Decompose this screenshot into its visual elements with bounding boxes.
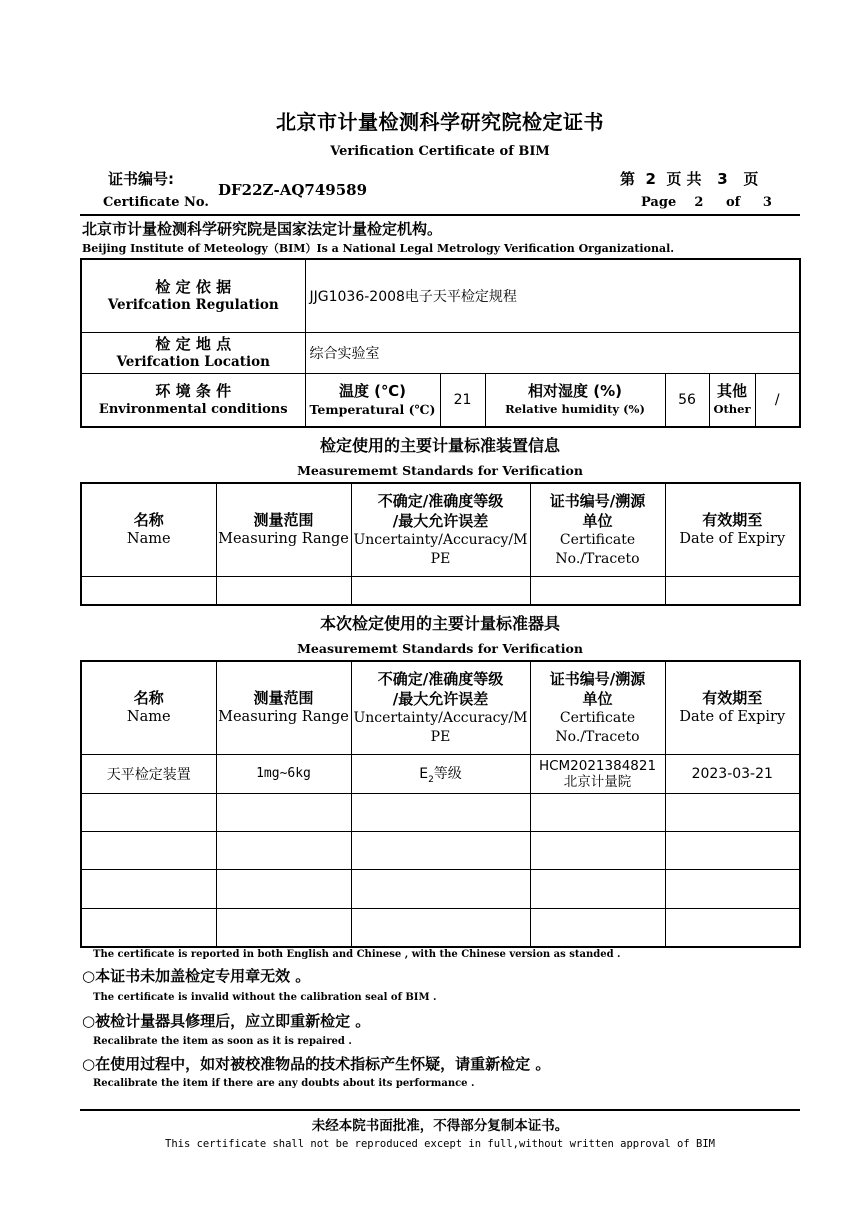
- col-uncertainty: [351, 661, 530, 754]
- regulation-label-en: Verifcation Regulation: [107, 297, 279, 314]
- standard-accuracy-subscript: 2: [428, 774, 434, 785]
- header-rule: [80, 214, 800, 216]
- footer-notice-cn: 未经本院书面批准，不得部分复制本证书。: [311, 1118, 569, 1134]
- standard-accuracy: [351, 754, 530, 793]
- cert-no-label-cn: 证书编号:: [108, 170, 174, 188]
- col-certificate-en2: No./Traceto: [555, 550, 640, 567]
- location-value: 综合实验室: [305, 332, 800, 373]
- page-indicator-en: Page 2 of 3: [641, 195, 772, 210]
- table-row: [81, 576, 800, 605]
- col-range: [216, 661, 351, 754]
- environment-label-en: Environmental conditions: [98, 402, 288, 418]
- location-label: [81, 332, 305, 373]
- col-name: [81, 483, 216, 576]
- other-label: [709, 373, 755, 427]
- col-uncertainty-cn1: 不确定/准确度等级: [377, 669, 504, 688]
- footer-notice-en: This certificate shall not be reproduced except in full,without written approval of BIM: [165, 1138, 715, 1150]
- col-uncertainty-en1: Uncertainty/Accuracy/M: [353, 531, 528, 548]
- environment-label: [81, 373, 305, 427]
- page-subtitle: Verification Certificate of BIM: [330, 144, 550, 159]
- col-certificate-cn1: 证书编号/溯源: [549, 491, 646, 510]
- col-name-cn: 名称: [133, 511, 164, 530]
- note-repair-cn: ○被检计量器具修理后，应立即重新检定 。: [82, 1012, 371, 1030]
- regulation-value: JJG1036-2008电子天平检定规程: [305, 259, 800, 332]
- note-seal-cn: ○本证书未加盖检定专用章无效 。: [82, 967, 311, 985]
- cert-no-label-en: Certificate No.: [103, 195, 209, 210]
- table-row: [81, 908, 800, 947]
- note-doubt-cn: ○在使用过程中，如对被校准物品的技术指标产生怀疑，请重新检定 。: [82, 1055, 551, 1073]
- table-row: [81, 793, 800, 831]
- col-uncertainty-en2: PE: [430, 550, 451, 567]
- col-certificate-cn1: 证书编号/溯源: [549, 669, 646, 688]
- col-expiry: [665, 661, 800, 754]
- standard-expiry: 2023-03-21: [665, 754, 800, 793]
- col-certificate-en2: No./Traceto: [555, 728, 640, 745]
- col-certificate-cn2: 单位: [582, 689, 613, 708]
- col-certificate: [530, 661, 665, 754]
- regulation-label: [81, 259, 305, 332]
- other-label-cn: 其他: [716, 382, 747, 401]
- environment-row: [81, 373, 800, 427]
- col-uncertainty-en2: PE: [430, 728, 451, 745]
- col-uncertainty-cn1: 不确定/准确度等级: [377, 491, 504, 510]
- note-seal-en: The certificate is invalid without the calibration seal of BIM .: [93, 992, 437, 1003]
- standard-instrument-table: [80, 660, 801, 948]
- page-title: 北京市计量检测科学研究院检定证书: [276, 110, 604, 134]
- col-range: [216, 483, 351, 576]
- col-name-en: Name: [126, 709, 171, 726]
- note-language: The certificate is reported in both English and Chinese , with the Chinese version as standed .: [93, 949, 621, 960]
- other-label-en: Other: [713, 402, 751, 417]
- col-certificate-en1: Certificate: [559, 531, 636, 548]
- col-certificate-en1: Certificate: [559, 709, 636, 726]
- table-row: [81, 754, 800, 793]
- col-range-en: Measuring Range: [218, 709, 349, 726]
- col-certificate: [530, 483, 665, 576]
- standard-device-table: [80, 482, 801, 606]
- table-row: [81, 831, 800, 869]
- col-name-cn: 名称: [133, 689, 164, 708]
- col-uncertainty: [351, 483, 530, 576]
- footer-rule: [80, 1109, 800, 1111]
- col-expiry-cn: 有效期至: [702, 511, 763, 530]
- col-name-en: Name: [126, 531, 171, 548]
- col-range-cn: 测量范围: [253, 511, 314, 530]
- temperature-label-cn: 温度 (℃): [338, 382, 407, 401]
- section2-title: 本次检定使用的主要计量标准器具: [319, 614, 560, 633]
- standard-range: 1mg~6kg: [216, 754, 351, 793]
- humidity-label: [485, 373, 665, 427]
- verification-info-table: [80, 258, 801, 428]
- institute-statement-en: Beijing Institute of Meteology（BIM）Is a National Legal Metrology Verification Organizational.: [82, 242, 675, 255]
- table-row: [81, 869, 800, 908]
- humidity-label-en: Relative humidity (%): [505, 402, 645, 417]
- temperature-label-en: Temperatural (℃): [309, 402, 436, 418]
- location-label-en: Verifcation Location: [116, 354, 270, 370]
- location-label-cn: 检 定 地 点: [155, 335, 232, 353]
- col-expiry: [665, 483, 800, 576]
- standard-certificate: [530, 754, 665, 793]
- col-expiry-en: Date of Expiry: [679, 709, 786, 726]
- regulation-row: [81, 259, 800, 332]
- cert-no-value: DF22Z-AQ749589: [218, 181, 368, 199]
- col-uncertainty-en1: Uncertainty/Accuracy/M: [353, 709, 528, 726]
- col-uncertainty-cn2: /最大允许误差: [392, 511, 489, 530]
- col-expiry-cn: 有效期至: [702, 689, 763, 708]
- col-expiry-en: Date of Expiry: [679, 531, 786, 548]
- section2-subtitle: Measurememt Standards for Verification: [297, 641, 583, 656]
- note-repair-en: Recalibrate the item as soon as it is repaired .: [93, 1036, 352, 1047]
- col-range-cn: 测量范围: [253, 689, 314, 708]
- regulation-label-cn: 检 定 依 据: [155, 278, 232, 297]
- humidity-value: 56: [665, 373, 709, 427]
- institute-statement-cn: 北京市计量检测科学研究院是国家法定计量检定机构。: [82, 220, 443, 238]
- standard-cert-unit: 北京计量院: [563, 773, 632, 790]
- col-name: [81, 661, 216, 754]
- other-value: /: [755, 373, 800, 427]
- note-doubt-en: Recalibrate the item if there are any doubts about its performance .: [93, 1078, 475, 1089]
- location-row: [81, 332, 800, 373]
- col-uncertainty-cn2: /最大允许误差: [392, 689, 489, 708]
- page-indicator-cn: 第 2 页 共 3 页: [620, 170, 759, 188]
- humidity-label-cn: 相对湿度 (%): [528, 382, 622, 401]
- standard-instrument-header: [81, 661, 800, 754]
- standard-device-header: [81, 483, 800, 576]
- standard-name: 天平检定装置: [81, 754, 216, 793]
- standard-accuracy-suffix: 等级: [433, 765, 462, 782]
- standard-cert-no: HCM2021384821: [538, 757, 657, 774]
- col-range-en: Measuring Range: [218, 531, 349, 548]
- section1-subtitle: Measurememt Standards for Verification: [297, 463, 583, 478]
- standard-accuracy-class: E: [419, 765, 429, 782]
- col-certificate-cn2: 单位: [582, 511, 613, 530]
- environment-label-cn: 环 境 条 件: [155, 382, 232, 401]
- temperature-value: 21: [440, 373, 485, 427]
- temperature-label: [305, 373, 440, 427]
- section1-title: 检定使用的主要计量标准装置信息: [319, 436, 560, 455]
